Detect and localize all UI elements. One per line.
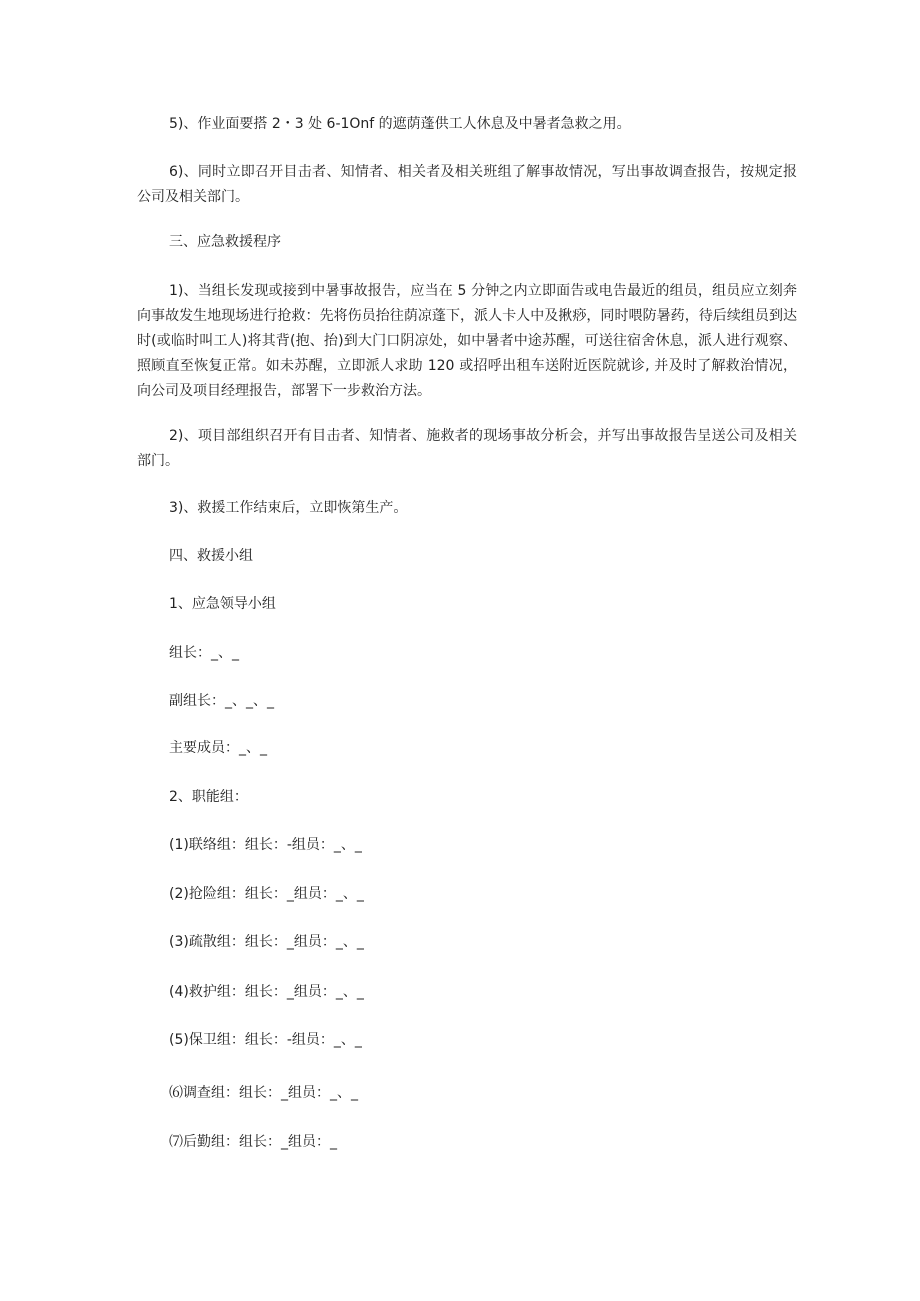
- procedure-step-2-text: 2)、项目部组织召开有目击者、知情者、施救者的现场事故分析会，并写出事故报告呈送公司及相关部门。: [137, 428, 797, 469]
- section-heading-emergency-procedure: 三、应急救援程序: [169, 234, 281, 250]
- functional-group-medical: (4)救护组：组长：_组员：_、_: [169, 984, 364, 1000]
- functional-group-security: (5)保卫组：组长：-组员：_、_: [169, 1032, 362, 1048]
- procedure-step-2: [137, 424, 797, 474]
- subheading-functional-groups: 2、职能组：: [169, 789, 248, 805]
- section-heading-rescue-team: 四、救援小组: [169, 548, 253, 564]
- main-members-line: 主要成员：_、_: [169, 740, 267, 756]
- subheading-leadership-group: 1、应急领导小组: [169, 596, 276, 612]
- procedure-step-1: [137, 279, 797, 404]
- deputy-leader-line: 副组长：_、_、_: [169, 693, 274, 709]
- item-5-shade-tents: 5)、作业面要搭 2・3 处 6-1Onf 的遮荫蓬供工人休息及中暑者急救之用。: [169, 116, 631, 132]
- leader-line: 组长：_、_: [169, 645, 239, 661]
- item-6-text: 6)、同时立即召开目击者、知情者、相关者及相关班组了解事故情况，写出事故调查报告，按规定报公司及相关部门。: [137, 164, 797, 205]
- procedure-step-3: 3)、救援工作结束后，立即恢第生产。: [169, 500, 408, 516]
- functional-group-evacuation: (3)疏散组：组长：_组员：_、_: [169, 934, 364, 950]
- functional-group-rescue: (2)抢险组：组长：_组员：_、_: [169, 886, 364, 902]
- functional-group-liaison: (1)联络组：组长：-组员：_、_: [169, 837, 362, 853]
- item-6-investigation: [137, 160, 797, 210]
- functional-group-investigation: ⑹调查组：组长：_组员：_、_: [169, 1085, 358, 1101]
- functional-group-logistics: ⑺后勤组：组长：_组员：_: [169, 1134, 337, 1150]
- procedure-step-1-text: 1)、当组长发现或接到中暑事故报告，应当在 5 分钟之内立即面告或电告最近的组员，组员应立刻奔向事故发生地现场进行抢救：先将伤员抬往荫凉蓬下，派人卡人中及揪痧，同时喂防暑药，待后续组员到达时(或临时叫工人)将其背(抱、抬)到大门口阴凉处，如中暑者中途苏醒，可送往宿舍休息，派人进行观察、照顾直至恢复正常。如未苏醒，立即派人求助 120 或招呼出租车送附近医院就诊, 并及时了解救治情况，向公司及项目经理报告，部署下一步救治方法。: [137, 283, 797, 399]
